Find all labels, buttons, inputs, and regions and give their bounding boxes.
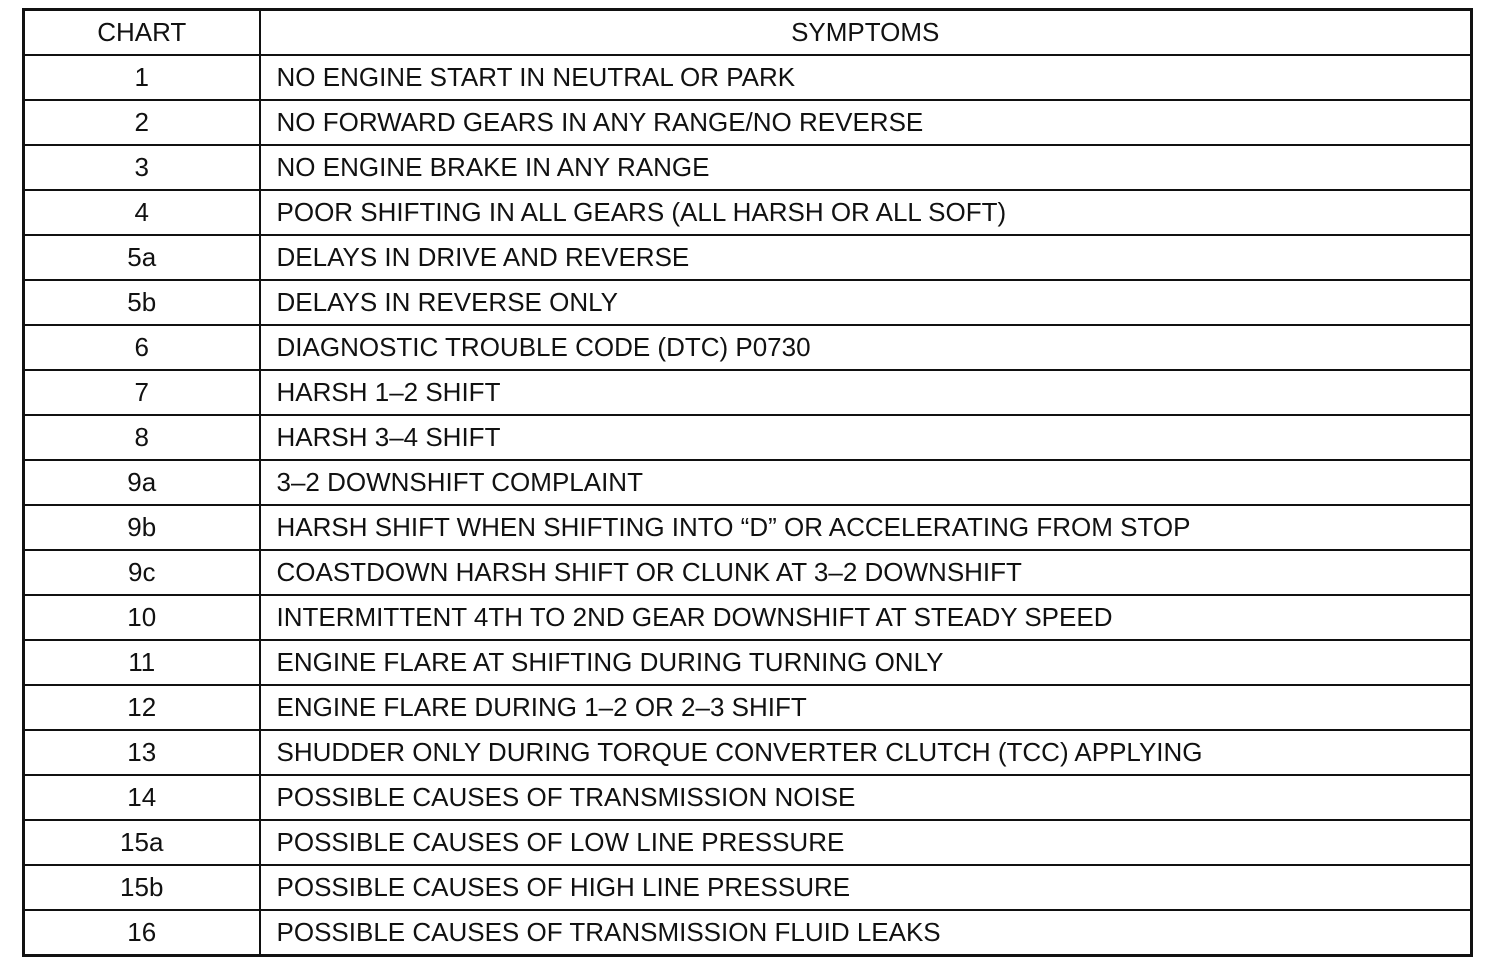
symptom-cell: COASTDOWN HARSH SHIFT OR CLUNK AT 3–2 DOWNSHIFT: [260, 550, 1472, 595]
symptom-cell: ENGINE FLARE AT SHIFTING DURING TURNING ONLY: [260, 640, 1472, 685]
symptom-cell: NO FORWARD GEARS IN ANY RANGE/NO REVERSE: [260, 100, 1472, 145]
symptom-cell: INTERMITTENT 4TH TO 2ND GEAR DOWNSHIFT AT STEADY SPEED: [260, 595, 1472, 640]
chart-number-cell: 16: [24, 910, 260, 956]
symptom-chart-table: [22, 8, 1473, 957]
chart-number-cell: 2: [24, 100, 260, 145]
chart-number-cell: 9a: [24, 460, 260, 505]
symptom-cell: 3–2 DOWNSHIFT COMPLAINT: [260, 460, 1472, 505]
table-row: [24, 145, 1472, 190]
symptom-cell: HARSH SHIFT WHEN SHIFTING INTO “D” OR ACCELERATING FROM STOP: [260, 505, 1472, 550]
chart-number-cell: 11: [24, 640, 260, 685]
symptom-cell: NO ENGINE START IN NEUTRAL OR PARK: [260, 55, 1472, 100]
symptom-cell: HARSH 1–2 SHIFT: [260, 370, 1472, 415]
table-row: [24, 910, 1472, 956]
chart-number-cell: 9c: [24, 550, 260, 595]
table-row: [24, 460, 1472, 505]
table-row: [24, 685, 1472, 730]
symptom-cell: POOR SHIFTING IN ALL GEARS (ALL HARSH OR ALL SOFT): [260, 190, 1472, 235]
symptom-cell: NO ENGINE BRAKE IN ANY RANGE: [260, 145, 1472, 190]
symptom-cell: DIAGNOSTIC TROUBLE CODE (DTC) P0730: [260, 325, 1472, 370]
table-row: [24, 640, 1472, 685]
table-row: [24, 550, 1472, 595]
table-row: [24, 370, 1472, 415]
table-row: [24, 775, 1472, 820]
chart-number-cell: 6: [24, 325, 260, 370]
chart-number-cell: 14: [24, 775, 260, 820]
chart-number-cell: 1: [24, 55, 260, 100]
symptom-cell: POSSIBLE CAUSES OF HIGH LINE PRESSURE: [260, 865, 1472, 910]
table-header: [24, 10, 1472, 56]
table-body: [24, 55, 1472, 956]
symptom-cell: POSSIBLE CAUSES OF LOW LINE PRESSURE: [260, 820, 1472, 865]
table-row: [24, 325, 1472, 370]
chart-number-cell: 12: [24, 685, 260, 730]
header-row: [24, 10, 1472, 56]
chart-number-cell: 3: [24, 145, 260, 190]
symptom-cell: POSSIBLE CAUSES OF TRANSMISSION FLUID LEAKS: [260, 910, 1472, 956]
table-row: [24, 100, 1472, 145]
chart-number-cell: 9b: [24, 505, 260, 550]
symptom-cell: DELAYS IN DRIVE AND REVERSE: [260, 235, 1472, 280]
chart-number-cell: 10: [24, 595, 260, 640]
chart-number-cell: 8: [24, 415, 260, 460]
header-chart: CHART: [24, 10, 260, 56]
table-row: [24, 730, 1472, 775]
chart-number-cell: 5b: [24, 280, 260, 325]
table-row: [24, 865, 1472, 910]
table-row: [24, 415, 1472, 460]
chart-number-cell: 13: [24, 730, 260, 775]
symptom-cell: DELAYS IN REVERSE ONLY: [260, 280, 1472, 325]
chart-number-cell: 15b: [24, 865, 260, 910]
table-row: [24, 505, 1472, 550]
chart-number-cell: 15a: [24, 820, 260, 865]
table-row: [24, 235, 1472, 280]
symptom-cell: POSSIBLE CAUSES OF TRANSMISSION NOISE: [260, 775, 1472, 820]
table-row: [24, 280, 1472, 325]
table-row: [24, 595, 1472, 640]
chart-number-cell: 7: [24, 370, 260, 415]
symptom-cell: ENGINE FLARE DURING 1–2 OR 2–3 SHIFT: [260, 685, 1472, 730]
symptom-cell: SHUDDER ONLY DURING TORQUE CONVERTER CLUTCH (TCC) APPLYING: [260, 730, 1472, 775]
table-row: [24, 820, 1472, 865]
header-symptoms: SYMPTOMS: [260, 10, 1472, 56]
table-row: [24, 190, 1472, 235]
symptom-cell: HARSH 3–4 SHIFT: [260, 415, 1472, 460]
chart-number-cell: 4: [24, 190, 260, 235]
chart-number-cell: 5a: [24, 235, 260, 280]
table-row: [24, 55, 1472, 100]
